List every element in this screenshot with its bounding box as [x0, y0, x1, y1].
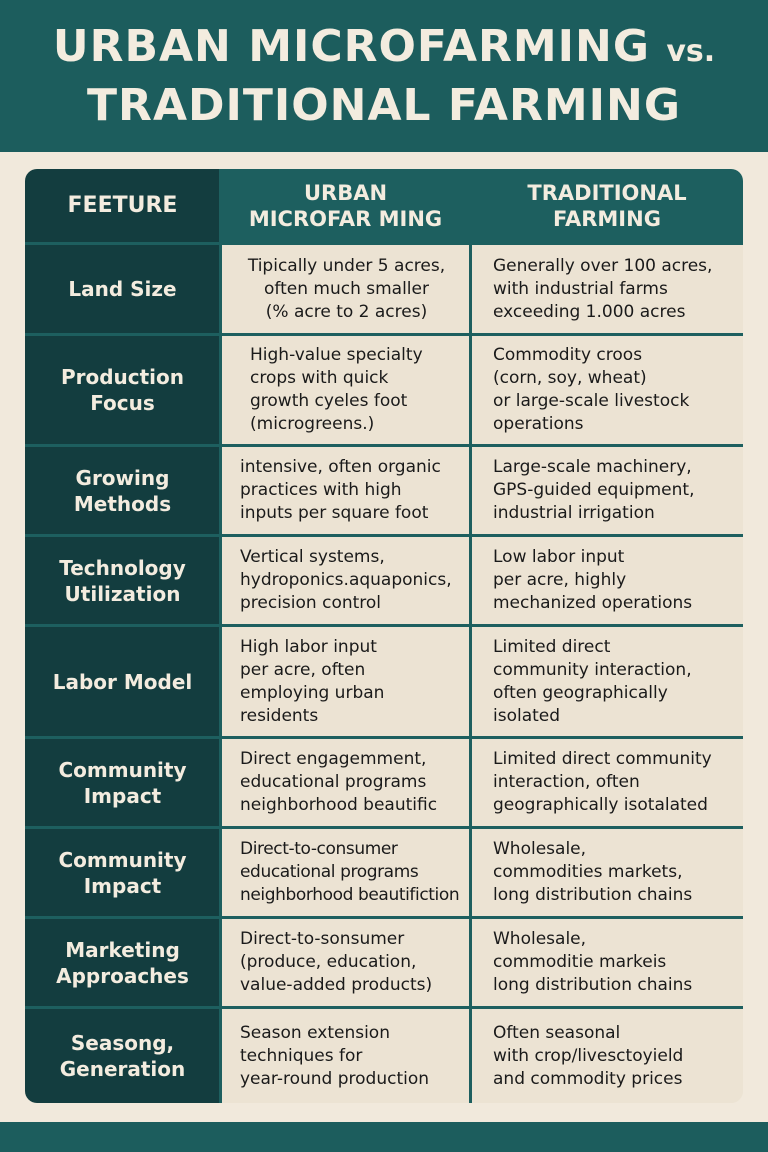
row-feature-label: Seasong, Generation — [59, 1031, 186, 1081]
table-row — [25, 829, 743, 916]
row-traditional-text: Limited direct community interaction, often geographically isotalated — [493, 749, 712, 815]
title-line-2: TRADITIONAL FARMING — [87, 79, 681, 131]
row-feature — [25, 1009, 220, 1103]
table-row — [25, 336, 743, 444]
table-row — [25, 245, 743, 333]
row-traditional-cell — [471, 537, 743, 624]
column-divider — [219, 169, 222, 1103]
row-feature — [25, 627, 220, 736]
row-feature — [25, 739, 220, 826]
row-feature — [25, 537, 220, 624]
row-traditional-text: Low labor input per acre, highly mechanized operations — [493, 547, 693, 613]
table-row — [25, 537, 743, 624]
row-urban-cell — [220, 919, 471, 1006]
row-feature — [25, 245, 220, 333]
row-traditional-cell — [471, 739, 743, 826]
row-urban-cell — [220, 336, 471, 444]
row-traditional-cell — [471, 627, 743, 736]
table-row — [25, 739, 743, 826]
row-feature — [25, 336, 220, 444]
row-traditional-text: Generally over 100 acres, with industrial farms exceeding 1.000 acres — [493, 255, 713, 322]
title-line-1 — [53, 20, 715, 79]
title-main: URBAN MICROFARMING — [52, 20, 650, 72]
row-divider — [25, 736, 743, 739]
row-traditional-text: Large-scale machinery, GPS-guided equipment, industrial irrigation — [493, 457, 695, 523]
row-urban-text: High-value specialty crops with quick growth cyeles foot (microgreens.) — [250, 345, 423, 434]
row-divider — [25, 624, 743, 627]
row-urban-cell — [220, 537, 471, 624]
row-urban-cell — [220, 829, 471, 916]
row-urban-cell — [220, 245, 471, 333]
row-urban-cell — [220, 447, 471, 534]
row-traditional-cell — [471, 829, 743, 916]
row-feature-label: Land Size — [68, 277, 177, 301]
row-feature-label: Production Focus — [60, 365, 185, 415]
row-divider — [25, 534, 743, 537]
row-traditional-cell — [471, 336, 743, 444]
row-urban-text: intensive, often organic practices with high inputs per square foot — [240, 457, 441, 523]
row-feature-label: Community Impact — [58, 847, 187, 898]
comparison-table — [25, 169, 743, 1103]
row-urban-cell — [220, 1009, 471, 1103]
row-urban-text: Vertical systems, hydroponics.aquaponics, precision control — [240, 547, 452, 613]
header-feature-label: FEETURE — [67, 193, 178, 218]
row-urban-text: Tipically under 5 acres, often much smaller (% acre to 2 acres) — [247, 255, 446, 322]
row-feature — [25, 919, 220, 1006]
row-divider — [25, 826, 743, 829]
row-urban-cell — [220, 739, 471, 826]
row-urban-text: High labor input per acre, often employing urban residents — [240, 636, 385, 726]
row-traditional-text: Limited direct community interaction, often geographically isolated — [493, 636, 692, 726]
row-divider — [25, 242, 743, 245]
row-urban-cell — [220, 627, 471, 736]
row-feature-label: Growing Methods — [73, 465, 172, 516]
row-urban-text: Direct engagemment, educational programs neighborhood beautific — [240, 749, 438, 815]
row-traditional-cell — [471, 1009, 743, 1103]
row-traditional-text: Commodity croos (corn, soy, wheat) or large-scale livestock operations — [493, 345, 690, 434]
row-divider — [25, 916, 743, 919]
row-divider — [25, 1006, 743, 1009]
header-traditional-label: TRADITIONAL FARMING — [527, 180, 687, 231]
table-row — [25, 447, 743, 534]
footer-bar — [0, 1122, 768, 1152]
header-feature — [25, 169, 220, 242]
row-traditional-cell — [471, 447, 743, 534]
row-traditional-text: Often seasonal with crop/livesctoyield and commodity prices — [493, 1022, 684, 1089]
row-feature-label: Community Impact — [58, 757, 187, 808]
title-banner — [0, 0, 768, 152]
header-urban-label: URBAN MICROFAR MING — [248, 180, 443, 231]
title-vs: vs. — [666, 33, 716, 69]
row-traditional-text: Wholesale, commodities markets, long distribution chains — [493, 839, 693, 905]
header-urban — [220, 169, 471, 242]
row-feature — [25, 829, 220, 916]
row-feature — [25, 447, 220, 534]
row-feature-label: Marketing Approaches — [56, 937, 189, 988]
row-feature-label: Technology Utilization — [59, 555, 186, 606]
row-divider — [25, 333, 743, 336]
table-row — [25, 919, 743, 1006]
row-traditional-cell — [471, 919, 743, 1006]
row-urban-text: Season extension techniques for year-round production — [240, 1022, 430, 1089]
row-traditional-text: Wholesale, commoditie markeis long distribution chains — [493, 929, 693, 995]
row-feature-label: Labor Model — [52, 669, 193, 694]
row-divider — [25, 444, 743, 447]
row-urban-text: Direct-to-sonsumer (produce, education, value-added products) — [240, 929, 433, 995]
table-row — [25, 1009, 743, 1103]
row-traditional-cell — [471, 245, 743, 333]
column-divider — [469, 169, 472, 1103]
table-row — [25, 627, 743, 736]
header-traditional — [471, 169, 743, 242]
row-urban-text: Direct-to-consumer educational programs neighborhood beautifiction — [240, 839, 460, 905]
